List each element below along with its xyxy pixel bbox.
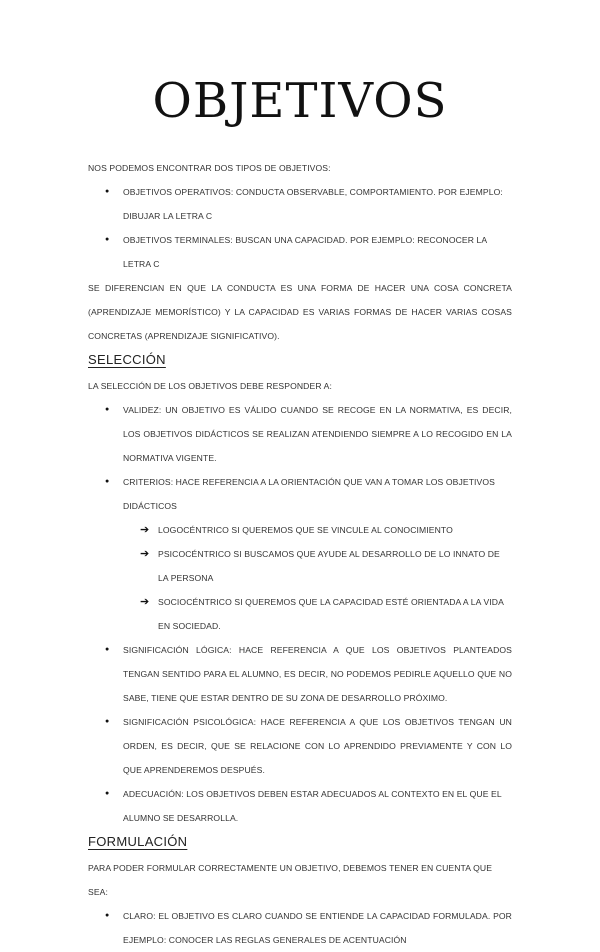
list-item-claro: ● CLARO: EL OBJETIVO ES CLARO CUANDO SE ENTIENDE LA CAPACIDAD FORMULADA. POR EJEMPLO: CONOCER LAS REGLAS GENERALES DE ACENTUACIÓN <box>88 904 512 952</box>
intro-text: NOS PODEMOS ENCONTRAR DOS TIPOS DE OBJETIVOS: <box>88 163 331 173</box>
formulacion-list <box>88 904 512 952</box>
sub-item-text: SOCIOCÉNTRICO SI QUEREMOS QUE LA CAPACIDAD ESTÉ ORIENTADA A LA VIDA EN SOCIEDAD. <box>158 597 504 631</box>
arrow-right-icon: ➔ <box>140 596 150 608</box>
sub-item <box>88 542 512 590</box>
formulacion-intro: PARA PODER FORMULAR CORRECTAMENTE UN OBJETIVO, DEBEMOS TENER EN CUENTA QUE SEA: <box>88 863 493 897</box>
list-item-criterios: ● CRITERIOS: HACE REFERENCIA A LA ORIENTACIÓN QUE VAN A TOMAR LOS OBJETIVOS DIDÁCTICOS <box>88 470 512 518</box>
list-item: ● OBJETIVOS OPERATIVOS: CONDUCTA OBSERVABLE, COMPORTAMIENTO. POR EJEMPLO: DIBUJAR LA LETRA C <box>88 180 512 228</box>
seleccion-list <box>88 398 512 830</box>
list-item-validez: ● VALIDEZ: UN OBJETIVO ES VÁLIDO CUANDO SE RECOGE EN LA NORMATIVA, ES DECIR, LOS OBJETIVOS DIDÁCTICOS SE REALIZAN ATENDIENDO SIEMPRE A LO RECOGIDO EN LA NORMATIVA VIGENTE. <box>88 398 512 470</box>
list-item-psicologica: ● SIGNIFICACIÓN PSICOLÓGICA: HACE REFERENCIA A QUE LOS OBJETIVOS TENGAN UN ORDEN, ES DECIR, QUE SE RELACIONE CON LO APRENDIDO PREVIAMENTE Y CON LO QUE APRENDEREMOS DESPUÉS. <box>88 710 512 782</box>
sub-item <box>88 518 512 542</box>
arrow-right-icon: ➔ <box>140 548 150 560</box>
list-item-logica: ● SIGNIFICACIÓN LÓGICA: HACE REFERENCIA A QUE LOS OBJETIVOS PLANTEADOS TENGAN SENTIDO PARA EL ALUMNO, ES DECIR, NO PODEMOS PEDIRLE AQUELLO QUE NO SABE, TIENE QUE ESTAR DENTRO DE SU ZONA DE DESARROLLO PRÓXIMO. <box>88 638 512 710</box>
list-item: ● OBJETIVOS TERMINALES: BUSCAN UNA CAPACIDAD. POR EJEMPLO: RECONOCER LA LETRA C <box>88 228 512 276</box>
section-heading-seleccion: SELECCIÓN <box>88 352 166 367</box>
seleccion-intro: LA SELECCIÓN DE LOS OBJETIVOS DEBE RESPONDER A: <box>88 381 332 391</box>
section-heading-formulacion: FORMULACIÓN <box>88 834 188 849</box>
arrow-right-icon: ➔ <box>140 524 150 536</box>
diferencia-text: SE DIFERENCIAN EN QUE LA CONDUCTA ES UNA FORMA DE HACER UNA COSA CONCRETA (APRENDIZAJE MEMORÍSTICO) Y LA CAPACIDAD ES VARIAS FORMAS DE HACER VARIAS COSAS CONCRETAS (APRENDIZAJE SIGNIFICATIVO). <box>88 283 512 341</box>
sub-item <box>88 590 512 638</box>
sub-item-text: PSICOCÉNTRICO SI BUSCAMOS QUE AYUDE AL DESARROLLO DE LO INNATO DE LA PERSONA <box>158 549 500 583</box>
page-title: OBJETIVOS <box>152 73 448 129</box>
tipos-list <box>88 180 512 276</box>
sub-item-text: LOGOCÉNTRICO SI QUEREMOS QUE SE VINCULE AL CONOCIMIENTO <box>158 525 453 535</box>
list-item-adecuacion: ● ADECUACIÓN: LOS OBJETIVOS DEBEN ESTAR ADECUADOS AL CONTEXTO EN EL QUE EL ALUMNO SE DESARROLLA. <box>88 782 512 830</box>
